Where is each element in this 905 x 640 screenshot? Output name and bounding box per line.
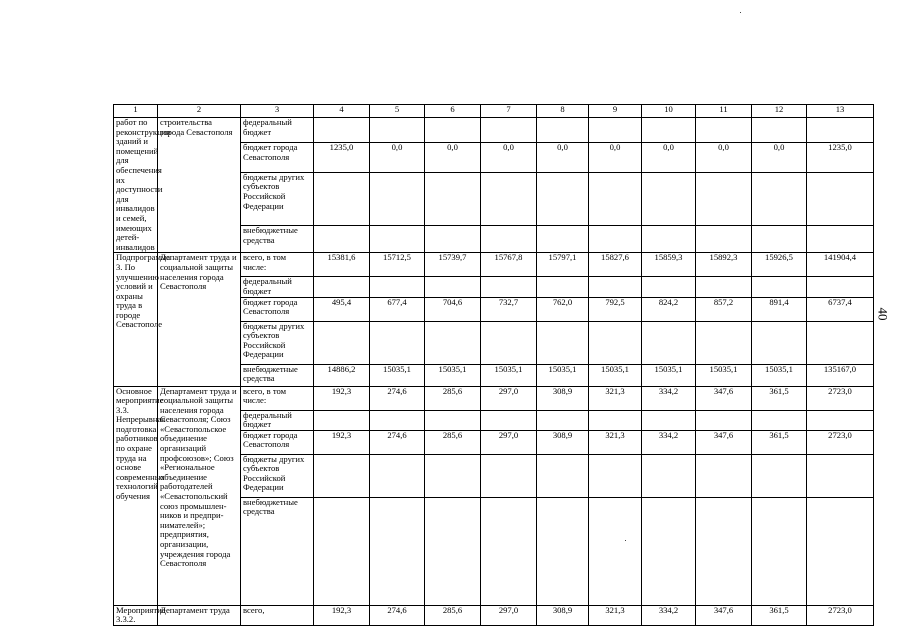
amount-cell xyxy=(481,226,537,253)
amount-cell xyxy=(696,118,752,143)
funding-source-cell: внебюджетные средства xyxy=(241,497,314,605)
funding-source-cell: всего, в том числе: xyxy=(241,386,314,410)
amount-cell xyxy=(589,321,642,364)
program-name-cell: работ по реконструкции зданий и помещений для обеспечения их доступности для инвалидов и семей, имеющих детей-инвалидов xyxy=(114,118,158,253)
amount-cell: 347,6 xyxy=(696,430,752,454)
amount-cell: 792,5 xyxy=(589,297,642,321)
amount-cell: 677,4 xyxy=(370,297,425,321)
program-name-cell: Основное мероприятие 3.3. Непрерывная подготовка работников по охране труда на основе современных технологий обучения xyxy=(114,386,158,605)
funding-source-cell: бюджет города Севастополя xyxy=(241,143,314,173)
header-row xyxy=(114,105,874,118)
amount-cell: 6737,4 xyxy=(807,297,874,321)
amount-cell: 285,6 xyxy=(425,605,481,625)
amount-cell: 192,3 xyxy=(314,605,370,625)
amount-cell: 274,6 xyxy=(370,605,425,625)
amount-cell xyxy=(589,410,642,430)
amount-cell: 274,6 xyxy=(370,430,425,454)
header-cell: 11 xyxy=(696,105,752,118)
table-row xyxy=(114,605,874,625)
funding-source-cell: бюджеты других субъектов Российской Федерации xyxy=(241,172,314,225)
amount-cell xyxy=(752,454,807,497)
amount-cell xyxy=(807,454,874,497)
amount-cell xyxy=(537,118,589,143)
amount-cell xyxy=(370,497,425,605)
program-name-cell: Мероприятие 3.3.2. xyxy=(114,605,158,625)
amount-cell: 135167,0 xyxy=(807,364,874,386)
amount-cell: 192,3 xyxy=(314,386,370,410)
header-cell: 13 xyxy=(807,105,874,118)
amount-cell xyxy=(537,454,589,497)
amount-cell: 308,9 xyxy=(537,430,589,454)
executor-cell: строительства города Севастополя xyxy=(158,118,241,253)
amount-cell xyxy=(752,172,807,225)
amount-cell xyxy=(481,454,537,497)
amount-cell xyxy=(370,454,425,497)
amount-cell xyxy=(642,410,696,430)
amount-cell: 0,0 xyxy=(752,143,807,173)
amount-cell xyxy=(314,454,370,497)
executor-cell: Департамент труда и социальной защиты населения города Севастополя; Союз «Севастопольское объединение организаций профсоюзов»; Союз «Региональное объединение работодателей «Севастопольский союз промышлен-ников и предпри-нимателей»; предприятия, организации, учреждения города Севастополя xyxy=(158,386,241,605)
header-cell: 6 xyxy=(425,105,481,118)
amount-cell xyxy=(425,321,481,364)
header-cell: 5 xyxy=(370,105,425,118)
amount-cell: 285,6 xyxy=(425,386,481,410)
amount-cell: 0,0 xyxy=(537,143,589,173)
amount-cell xyxy=(642,172,696,225)
amount-cell: 0,0 xyxy=(370,143,425,173)
amount-cell: 15035,1 xyxy=(752,364,807,386)
header-cell: 3 xyxy=(241,105,314,118)
amount-cell: 0,0 xyxy=(589,143,642,173)
funding-source-cell: федеральный бюджет xyxy=(241,410,314,430)
scan-speck xyxy=(625,540,626,541)
amount-cell xyxy=(481,410,537,430)
amount-cell xyxy=(481,497,537,605)
amount-cell: 192,3 xyxy=(314,430,370,454)
amount-cell: 15035,1 xyxy=(696,364,752,386)
amount-cell xyxy=(752,410,807,430)
header-cell: 2 xyxy=(158,105,241,118)
amount-cell xyxy=(589,172,642,225)
amount-cell: 1235,0 xyxy=(314,143,370,173)
amount-cell: 15859,3 xyxy=(642,253,696,277)
amount-cell: 15035,1 xyxy=(537,364,589,386)
amount-cell xyxy=(425,410,481,430)
amount-cell: 347,6 xyxy=(696,605,752,625)
amount-cell xyxy=(807,172,874,225)
amount-cell xyxy=(481,277,537,297)
amount-cell xyxy=(425,172,481,225)
funding-source-cell: бюджеты других субъектов Российской Федерации xyxy=(241,454,314,497)
amount-cell xyxy=(696,497,752,605)
amount-cell: 495,4 xyxy=(314,297,370,321)
amount-cell: 361,5 xyxy=(752,430,807,454)
amount-cell xyxy=(696,454,752,497)
amount-cell: 15827,6 xyxy=(589,253,642,277)
amount-cell: 15035,1 xyxy=(370,364,425,386)
amount-cell xyxy=(752,321,807,364)
amount-cell xyxy=(314,277,370,297)
table-body xyxy=(114,105,874,626)
amount-cell: 347,6 xyxy=(696,386,752,410)
amount-cell: 274,6 xyxy=(370,386,425,410)
amount-cell: 857,2 xyxy=(696,297,752,321)
amount-cell: 891,4 xyxy=(752,297,807,321)
amount-cell: 15797,1 xyxy=(537,253,589,277)
amount-cell xyxy=(752,277,807,297)
header-cell: 10 xyxy=(642,105,696,118)
amount-cell xyxy=(589,118,642,143)
funding-source-cell: всего, xyxy=(241,605,314,625)
funding-source-cell: внебюджетные средства xyxy=(241,364,314,386)
amount-cell xyxy=(314,321,370,364)
amount-cell xyxy=(314,172,370,225)
amount-cell: 2723,0 xyxy=(807,386,874,410)
amount-cell xyxy=(314,118,370,143)
amount-cell: 732,7 xyxy=(481,297,537,321)
amount-cell: 297,0 xyxy=(481,605,537,625)
amount-cell: 2723,0 xyxy=(807,430,874,454)
amount-cell xyxy=(642,454,696,497)
amount-cell xyxy=(425,497,481,605)
budget-table xyxy=(113,104,874,626)
amount-cell: 334,2 xyxy=(642,430,696,454)
amount-cell xyxy=(807,410,874,430)
amount-cell xyxy=(370,410,425,430)
amount-cell: 2723,0 xyxy=(807,605,874,625)
amount-cell xyxy=(481,321,537,364)
amount-cell: 14886,2 xyxy=(314,364,370,386)
amount-cell: 15892,3 xyxy=(696,253,752,277)
amount-cell xyxy=(752,118,807,143)
amount-cell xyxy=(696,410,752,430)
funding-source-cell: федеральный бюджет xyxy=(241,118,314,143)
funding-source-cell: бюджет города Севастополя xyxy=(241,430,314,454)
amount-cell xyxy=(696,321,752,364)
header-cell: 7 xyxy=(481,105,537,118)
amount-cell xyxy=(642,497,696,605)
amount-cell: 297,0 xyxy=(481,430,537,454)
amount-cell: 15926,5 xyxy=(752,253,807,277)
amount-cell: 0,0 xyxy=(642,143,696,173)
funding-source-cell: бюджеты других субъектов Российской Федерации xyxy=(241,321,314,364)
amount-cell xyxy=(537,226,589,253)
amount-cell xyxy=(425,226,481,253)
amount-cell xyxy=(642,118,696,143)
amount-cell xyxy=(314,410,370,430)
amount-cell xyxy=(752,226,807,253)
amount-cell: 334,2 xyxy=(642,386,696,410)
amount-cell xyxy=(537,497,589,605)
amount-cell xyxy=(642,321,696,364)
amount-cell: 824,2 xyxy=(642,297,696,321)
amount-cell xyxy=(314,497,370,605)
amount-cell xyxy=(589,497,642,605)
amount-cell xyxy=(696,226,752,253)
header-cell: 4 xyxy=(314,105,370,118)
amount-cell: 704,6 xyxy=(425,297,481,321)
table-row xyxy=(114,253,874,277)
amount-cell: 308,9 xyxy=(537,605,589,625)
header-cell: 1 xyxy=(114,105,158,118)
amount-cell: 321,3 xyxy=(589,386,642,410)
table-row xyxy=(114,118,874,143)
amount-cell: 141904,4 xyxy=(807,253,874,277)
amount-cell xyxy=(370,118,425,143)
amount-cell xyxy=(537,321,589,364)
amount-cell xyxy=(425,454,481,497)
amount-cell: 0,0 xyxy=(481,143,537,173)
program-name-cell: Подпрограмма 3. По улучшению условий и охраны труда в городе Севастополе xyxy=(114,253,158,386)
amount-cell: 762,0 xyxy=(537,297,589,321)
amount-cell xyxy=(589,277,642,297)
amount-cell: 0,0 xyxy=(425,143,481,173)
amount-cell: 15767,8 xyxy=(481,253,537,277)
amount-cell: 15739,7 xyxy=(425,253,481,277)
amount-cell xyxy=(481,118,537,143)
amount-cell: 321,3 xyxy=(589,430,642,454)
executor-cell: Департамент труда xyxy=(158,605,241,625)
amount-cell: 308,9 xyxy=(537,386,589,410)
header-cell: 8 xyxy=(537,105,589,118)
amount-cell xyxy=(425,118,481,143)
amount-cell xyxy=(370,172,425,225)
amount-cell xyxy=(807,226,874,253)
amount-cell xyxy=(537,277,589,297)
funding-source-cell: внебюджетные средства xyxy=(241,226,314,253)
amount-cell xyxy=(370,321,425,364)
amount-cell: 361,5 xyxy=(752,386,807,410)
amount-cell xyxy=(752,497,807,605)
amount-cell: 297,0 xyxy=(481,386,537,410)
amount-cell: 321,3 xyxy=(589,605,642,625)
amount-cell xyxy=(537,410,589,430)
amount-cell: 15035,1 xyxy=(425,364,481,386)
funding-source-cell: бюджет города Севастополя xyxy=(241,297,314,321)
table-row xyxy=(114,386,874,410)
scan-speck xyxy=(740,12,741,13)
amount-cell xyxy=(481,172,537,225)
amount-cell xyxy=(370,226,425,253)
executor-cell: Департамент труда и социальной защиты населения города Севастополя xyxy=(158,253,241,386)
amount-cell: 285,6 xyxy=(425,430,481,454)
amount-cell xyxy=(314,226,370,253)
amount-cell: 15035,1 xyxy=(589,364,642,386)
amount-cell xyxy=(589,226,642,253)
amount-cell: 15035,1 xyxy=(481,364,537,386)
header-cell: 9 xyxy=(589,105,642,118)
amount-cell xyxy=(425,277,481,297)
amount-cell: 361,5 xyxy=(752,605,807,625)
amount-cell xyxy=(642,277,696,297)
amount-cell xyxy=(642,226,696,253)
amount-cell xyxy=(370,277,425,297)
amount-cell: 15712,5 xyxy=(370,253,425,277)
amount-cell: 0,0 xyxy=(696,143,752,173)
amount-cell xyxy=(696,172,752,225)
amount-cell: 1235,0 xyxy=(807,143,874,173)
header-cell: 12 xyxy=(752,105,807,118)
amount-cell xyxy=(807,497,874,605)
funding-source-cell: всего, в том числе: xyxy=(241,253,314,277)
amount-cell xyxy=(696,277,752,297)
amount-cell: 15381,6 xyxy=(314,253,370,277)
amount-cell xyxy=(537,172,589,225)
amount-cell: 334,2 xyxy=(642,605,696,625)
amount-cell xyxy=(807,321,874,364)
amount-cell: 15035,1 xyxy=(642,364,696,386)
page-number: 40 xyxy=(875,307,891,321)
amount-cell xyxy=(589,454,642,497)
amount-cell xyxy=(807,118,874,143)
amount-cell xyxy=(807,277,874,297)
funding-source-cell: федеральный бюджет xyxy=(241,277,314,297)
